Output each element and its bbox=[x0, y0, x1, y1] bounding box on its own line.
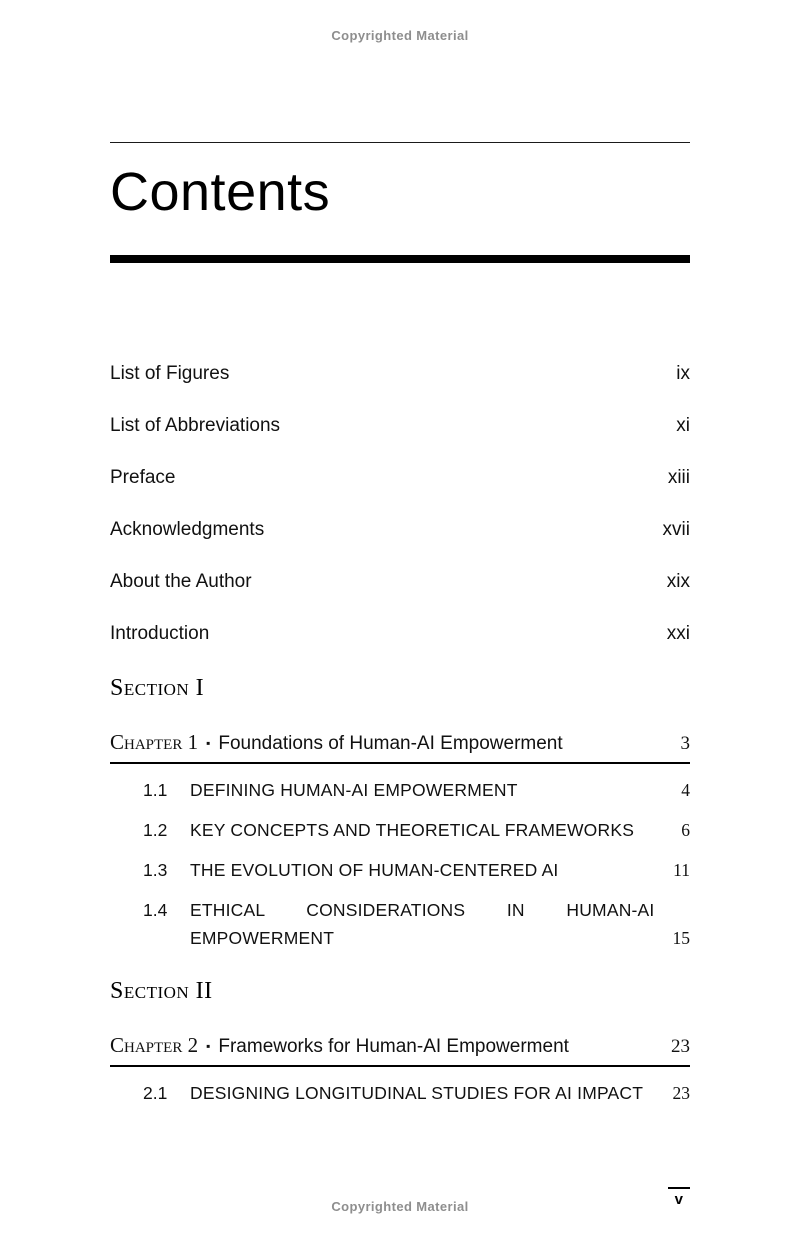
toc-entry-label: List of Abbreviations bbox=[110, 415, 281, 436]
toc-entry bbox=[110, 415, 690, 437]
chapter-subsections bbox=[110, 1080, 690, 1107]
subsection-number: 2.1 bbox=[143, 1082, 168, 1103]
page-number: v bbox=[668, 1187, 690, 1208]
subsection-number: 1.2 bbox=[143, 820, 168, 841]
toc-entry-label: Preface bbox=[110, 467, 176, 488]
subsection-title: ETHICAL CONSIDERATIONS IN HUMAN-AI EMPOWERMENT bbox=[190, 900, 655, 948]
toc-entry-page: ix bbox=[676, 363, 690, 384]
chapter-bullet-icon: ▪ bbox=[206, 1038, 211, 1053]
chapter-entry bbox=[110, 730, 690, 764]
subsection-entry bbox=[110, 857, 690, 884]
subsection-title: KEY CONCEPTS AND THEORETICAL FRAMEWORKS bbox=[190, 820, 635, 841]
section-heading: Section II bbox=[110, 977, 213, 1004]
toc-entry bbox=[110, 623, 690, 645]
toc-entry-page: xxi bbox=[666, 623, 690, 644]
subsection-number: 1.3 bbox=[143, 860, 168, 881]
section-heading: Section I bbox=[110, 675, 205, 701]
toc-entry bbox=[110, 519, 690, 541]
subsection-page: 6 bbox=[681, 820, 690, 841]
copyright-notice-top: Copyrighted Material bbox=[331, 28, 469, 43]
toc-entry-page: xi bbox=[676, 415, 690, 436]
chapter-bullet-icon: ▪ bbox=[206, 736, 211, 750]
subsection-title: DEFINING HUMAN-AI EMPOWERMENT bbox=[190, 780, 518, 800]
subsection-page: 23 bbox=[672, 1082, 690, 1103]
toc-entry bbox=[110, 363, 690, 385]
toc-entry-label: Acknowledgments bbox=[110, 519, 265, 540]
subsection-number: 1.4 bbox=[143, 900, 168, 921]
toc-entry-page: xiii bbox=[667, 467, 690, 488]
toc-entry-page: xvii bbox=[662, 519, 690, 540]
subsection-page: 11 bbox=[673, 860, 690, 881]
subsection-entry bbox=[110, 817, 690, 844]
chapter-label: Chapter 2 bbox=[110, 1032, 199, 1057]
subsection-entry bbox=[110, 1080, 690, 1107]
toc-entry-page: xix bbox=[666, 571, 690, 592]
toc-entry bbox=[110, 467, 690, 489]
header-rule bbox=[110, 142, 690, 143]
subsection-entry bbox=[110, 897, 690, 951]
chapter-title: Frameworks for Human-AI Empowerment bbox=[218, 1035, 569, 1057]
subsection-title: DESIGNING LONGITUDINAL STUDIES FOR AI IMPACT bbox=[190, 1082, 644, 1103]
toc-entry-label: List of Figures bbox=[110, 363, 230, 384]
subsection-page: 15 bbox=[672, 927, 690, 948]
toc-entry-label: About the Author bbox=[110, 571, 252, 592]
page-title: Contents bbox=[110, 162, 331, 222]
toc-entry-label: Introduction bbox=[110, 623, 210, 644]
toc-content bbox=[110, 0, 690, 1133]
chapter-title: Foundations of Human-AI Empowerment bbox=[218, 733, 563, 754]
chapter-page: 3 bbox=[680, 733, 690, 754]
chapter-entry bbox=[110, 1033, 690, 1067]
chapter-page: 23 bbox=[671, 1035, 690, 1057]
chapter-label: Chapter 1 bbox=[110, 730, 199, 754]
chapter-subsections bbox=[110, 777, 690, 952]
toc-entry bbox=[110, 571, 690, 593]
front-matter-list bbox=[110, 363, 690, 645]
subsection-number: 1.1 bbox=[143, 780, 168, 800]
subsection-page: 4 bbox=[681, 780, 690, 800]
title-divider-bar bbox=[110, 255, 690, 263]
subsection-title: THE EVOLUTION OF HUMAN-CENTERED AI bbox=[190, 860, 559, 881]
subsection-entry bbox=[110, 777, 690, 804]
copyright-notice-bottom: Copyrighted Material bbox=[331, 1199, 469, 1214]
